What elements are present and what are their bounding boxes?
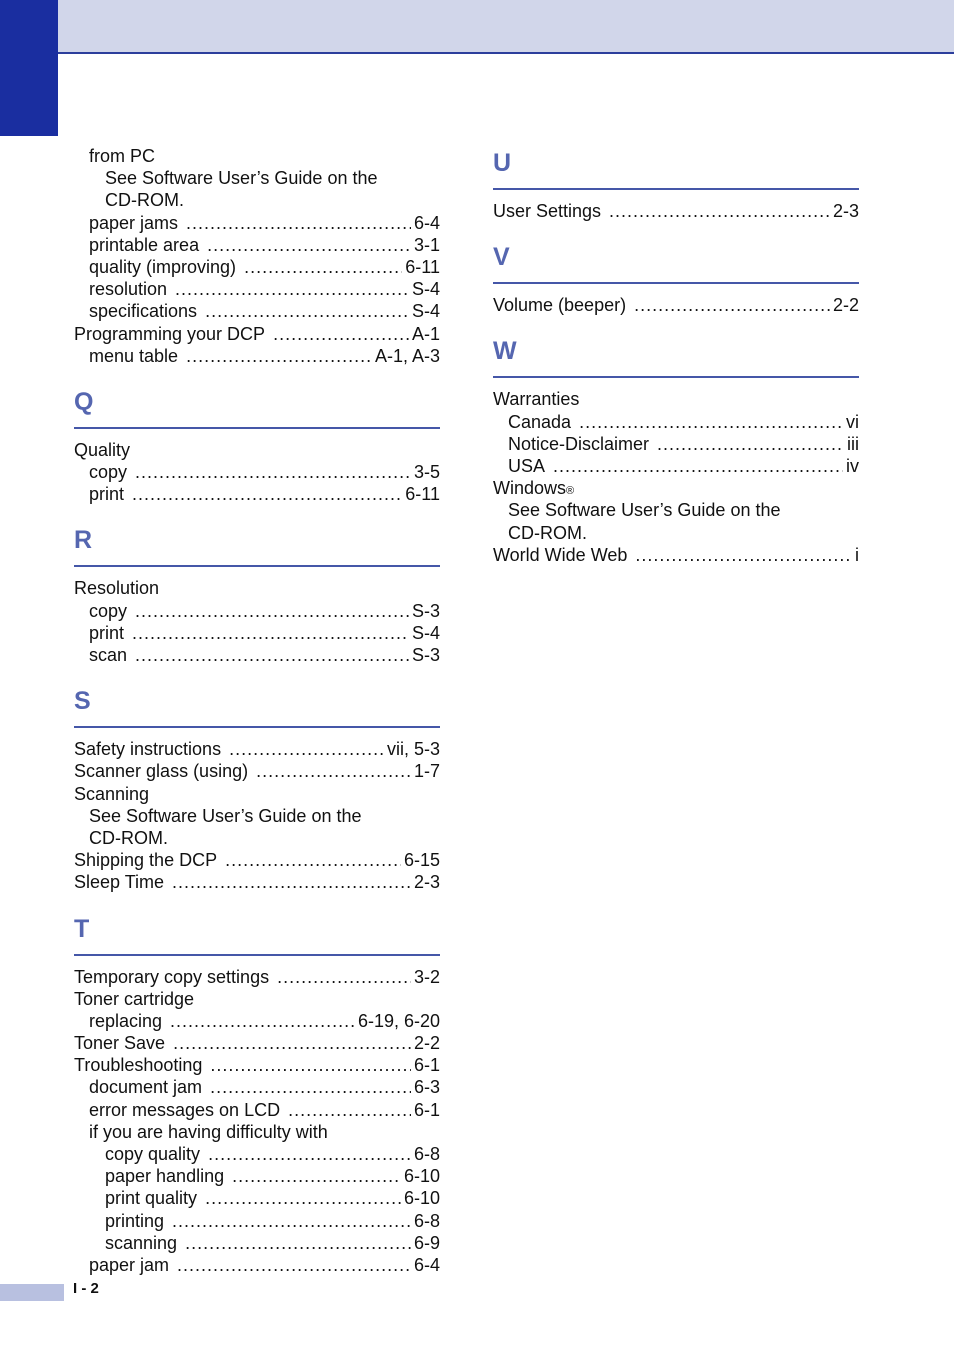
entry-page-ref: iv [846, 455, 859, 476]
entry-page-ref: S-3 [411, 645, 440, 665]
entry-term: printable area [89, 234, 200, 255]
entry-page-ref: 2-2 [413, 1033, 440, 1054]
entry-term: Warranties [493, 389, 580, 410]
entry-term: Notice-Disclaimer [508, 433, 650, 454]
entry-page-ref: vii, 5-3 [386, 739, 440, 760]
entry-page-ref: 6-10 [403, 1188, 440, 1209]
entry-term: resolution [89, 279, 168, 300]
entry-term: menu table [89, 345, 179, 366]
entry-term: copy [89, 600, 128, 621]
index-text-line [493, 388, 859, 410]
dot-leader [635, 544, 852, 566]
entry-term: Windows [493, 478, 567, 499]
header-band [0, 0, 954, 54]
entry-term: replacing [89, 1010, 163, 1031]
entry-term: CD-ROM. [105, 190, 184, 211]
entry-term: See Software User’s Guide on the [89, 805, 362, 826]
dot-leader [186, 212, 411, 234]
entry-page-ref: 6-8 [413, 1210, 440, 1231]
index-entry [493, 455, 859, 477]
index-text-line [74, 1121, 440, 1143]
section-letter-heading: U [493, 140, 859, 190]
entry-page-ref: S-4 [411, 301, 440, 322]
entry-term: printing [105, 1210, 165, 1231]
index-text-line [74, 988, 440, 1010]
index-entry [74, 345, 440, 367]
index-entry [74, 1054, 440, 1076]
index-entry [74, 483, 440, 505]
entry-page-ref: 6-11 [405, 256, 440, 277]
corner-tab-block [0, 0, 58, 136]
section-letter-heading: W [493, 328, 859, 378]
index-entry [74, 234, 440, 256]
section-letter-heading: V [493, 234, 859, 284]
dot-leader [208, 1143, 411, 1165]
entry-term: from PC [89, 146, 156, 166]
entry-page-ref: 6-3 [413, 1077, 440, 1098]
index-text-line [493, 522, 859, 544]
index-entry [74, 1165, 440, 1187]
entry-term: copy quality [105, 1144, 201, 1164]
dot-leader [175, 278, 409, 300]
index-text-line [74, 805, 440, 827]
dot-leader [186, 345, 372, 367]
entry-page-ref: S-4 [411, 622, 440, 643]
entry-term: CD-ROM. [508, 522, 587, 543]
entry-term: Quality [74, 439, 131, 460]
dot-leader [173, 1032, 411, 1054]
entry-term: See Software User’s Guide on the [508, 500, 781, 521]
entry-term: scan [89, 645, 128, 665]
dot-leader [288, 1099, 411, 1121]
dot-leader [657, 433, 844, 455]
entry-page-ref: vi [846, 411, 859, 432]
index-text-line [74, 577, 440, 599]
entry-page-ref: S-4 [411, 279, 440, 300]
index-entry [493, 433, 859, 455]
dot-leader [553, 455, 843, 477]
dot-leader [172, 1210, 411, 1232]
entry-term: USA [508, 455, 546, 476]
entry-page-ref: S-3 [411, 600, 440, 621]
index-column-left [74, 145, 440, 1276]
entry-term: paper jam [89, 1254, 170, 1275]
entry-term: if you are having difficulty with [89, 1121, 328, 1142]
entry-term: Toner Save [74, 1033, 166, 1054]
entry-term: Temporary copy settings [74, 966, 270, 987]
dot-leader [172, 871, 411, 893]
entry-page-ref: A-1 [411, 323, 440, 344]
index-entry [74, 1010, 440, 1032]
entry-term: CD-ROM. [89, 827, 168, 848]
index-entry [74, 1143, 440, 1165]
index-entry [74, 600, 440, 622]
dot-leader [273, 323, 409, 345]
dot-leader [205, 300, 409, 322]
entry-term: print quality [105, 1188, 198, 1209]
index-text-line: Windows ® [493, 478, 575, 499]
dot-leader [207, 234, 411, 256]
dot-leader [132, 483, 402, 505]
section-letter-heading: S [74, 678, 440, 728]
page-number: I - 2 [73, 1280, 99, 1297]
entry-page-ref: A-1, A-3 [374, 345, 440, 366]
index-entry [74, 278, 440, 300]
dot-leader [232, 1165, 401, 1187]
index-text-line [493, 499, 859, 521]
entry-term: error messages on LCD [89, 1099, 281, 1120]
entry-page-ref: 6-9 [413, 1232, 440, 1253]
entry-page-ref: 6-4 [413, 212, 440, 233]
entry-page-ref: 6-4 [413, 1254, 440, 1275]
entry-term: document jam [89, 1077, 203, 1098]
entry-page-ref: 3-5 [413, 462, 440, 483]
entry-term: Programming your DCP [74, 323, 266, 344]
entry-term: Toner cartridge [74, 988, 195, 1009]
dot-leader [185, 1232, 411, 1254]
dot-leader [210, 1054, 411, 1076]
entry-page-ref: 3-2 [413, 966, 440, 987]
dot-leader [277, 966, 411, 988]
entry-page-ref: i [855, 544, 859, 565]
entry-page-ref: 6-1 [413, 1055, 440, 1076]
entry-page-ref: 6-15 [403, 850, 440, 871]
index-entry [74, 461, 440, 483]
dot-leader [225, 849, 401, 871]
index-entry [74, 1232, 440, 1254]
section-letter-heading: Q [74, 379, 440, 429]
index-column-right [493, 140, 859, 566]
dot-leader [170, 1010, 355, 1032]
entry-term: Safety instructions [74, 739, 222, 760]
index-entry [493, 544, 859, 566]
index-text-line [74, 827, 440, 849]
section-letter-heading: T [74, 906, 440, 956]
dot-leader [135, 644, 409, 666]
entry-term: specifications [89, 301, 198, 322]
index-entry [74, 1076, 440, 1098]
entry-page-ref: 6-10 [403, 1166, 440, 1187]
entry-term: Volume (beeper) [493, 295, 627, 316]
entry-page-ref: 6-1 [413, 1099, 440, 1120]
dot-leader [135, 461, 411, 483]
entry-page-ref: 6-19, 6-20 [357, 1010, 440, 1031]
dot-leader [609, 200, 830, 222]
entry-page-ref: 2-3 [832, 201, 859, 221]
index-entry [74, 1187, 440, 1209]
index-entry [74, 1210, 440, 1232]
entry-page-ref: 2-3 [413, 872, 440, 893]
entry-term: print [89, 622, 125, 643]
entry-term: print [89, 484, 125, 505]
index-entry [74, 966, 440, 988]
entry-term: Shipping the DCP [74, 850, 218, 871]
index-entry [74, 644, 440, 666]
dot-leader [177, 1254, 411, 1276]
index-entry [74, 871, 440, 893]
entry-term: Troubleshooting [74, 1055, 203, 1076]
index-entry [493, 411, 859, 433]
dot-leader [634, 294, 830, 316]
entry-term: scanning [105, 1232, 178, 1253]
entry-page-ref: 1-7 [413, 761, 440, 782]
section-letter-heading: R [74, 517, 440, 567]
dot-leader [579, 411, 843, 433]
index-entry [74, 849, 440, 871]
index-text-line [74, 145, 440, 167]
entry-term: See Software User’s Guide on the [105, 168, 378, 189]
index-entry [74, 212, 440, 234]
dot-leader [135, 600, 409, 622]
dot-leader [256, 760, 411, 782]
entry-page-ref: 6-8 [413, 1144, 440, 1164]
entry-term: quality (improving) [89, 256, 237, 277]
index-text-line [74, 439, 440, 461]
index-text-line [74, 189, 440, 211]
entry-term: paper jams [89, 212, 179, 233]
dot-leader [205, 1187, 401, 1209]
index-entry [74, 1099, 440, 1121]
entry-page-ref: iii [847, 433, 859, 454]
entry-page-ref: 2-2 [832, 295, 859, 316]
dot-leader [210, 1076, 411, 1098]
footer-band [0, 1284, 64, 1301]
index-text-line [74, 783, 440, 805]
entry-term: Scanner glass (using) [74, 761, 249, 782]
index-entry [74, 323, 440, 345]
entry-term: Scanning [74, 783, 150, 804]
index-entry [74, 1032, 440, 1054]
entry-term: copy [89, 462, 128, 483]
dot-leader [244, 256, 402, 278]
index-entry [493, 294, 859, 316]
index-entry [74, 1254, 440, 1276]
entry-term: User Settings [493, 201, 602, 221]
index-text-line [74, 167, 440, 189]
entry-page-ref: 3-1 [413, 234, 440, 255]
entry-term: paper handling [105, 1166, 225, 1187]
entry-term: World Wide Web [493, 544, 628, 565]
entry-page-ref: 6-11 [405, 484, 440, 505]
dot-leader [132, 622, 409, 644]
index-entry [74, 760, 440, 782]
dot-leader [229, 738, 384, 760]
entry-term: Sleep Time [74, 872, 165, 893]
index-entry [74, 738, 440, 760]
index-entry [74, 300, 440, 322]
index-entry [74, 622, 440, 644]
entry-term: Resolution [74, 578, 160, 599]
index-entry [74, 256, 440, 278]
index-entry [493, 200, 859, 222]
entry-term: Canada [508, 411, 572, 432]
